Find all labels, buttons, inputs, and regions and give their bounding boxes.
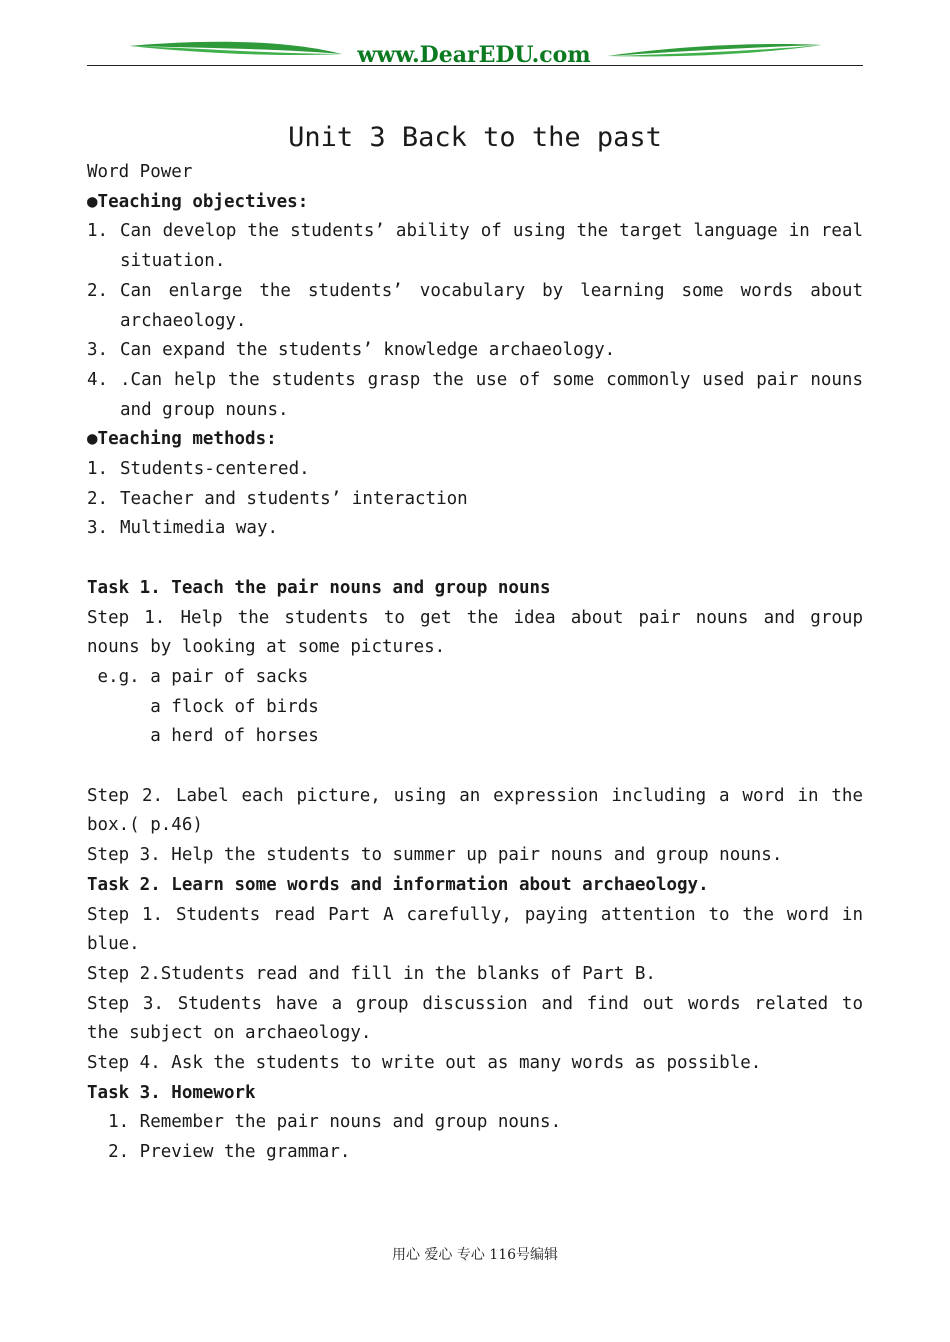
- site-header-banner: [87, 36, 863, 72]
- page-footer: 用心 爱心 专心 116号编辑: [391, 1247, 559, 1263]
- spacer: [87, 544, 863, 574]
- task1-step1-line1: Step 1. Help the students to get the idea about pair nouns and group: [87, 607, 863, 628]
- spacer: [87, 752, 863, 782]
- objective-item: 4. .Can help the students grasp the use of some commonly used pair nouns and group nouns.: [87, 369, 863, 420]
- methods-heading: ●Teaching methods:: [87, 429, 277, 450]
- task2-step4: Step 4. Ask the students to write out as many words as possible.: [87, 1053, 762, 1074]
- homework-item: 1. Remember the pair nouns and group nouns.: [87, 1112, 562, 1133]
- example-item: e.g. a pair of sacks: [87, 666, 309, 687]
- objective-item: 3. Can expand the students’ knowledge archaeology.: [87, 340, 616, 361]
- objective-item: 1. Can develop the students’ ability of using the target language in real situation.: [87, 221, 863, 272]
- site-url: www.DearEDU.com: [357, 42, 591, 68]
- example-item: a flock of birds: [87, 696, 319, 717]
- header-rule: [87, 65, 863, 66]
- task3-heading: Task 3. Homework: [87, 1082, 256, 1103]
- method-item: 1. Students-centered.: [87, 459, 310, 480]
- task2-step3-line1: Step 3. Students have a group discussion and find out words related to: [87, 993, 863, 1014]
- task1-heading: Task 1. Teach the pair nouns and group nouns: [87, 577, 551, 598]
- example-item: a herd of horses: [87, 726, 319, 747]
- document-body: [87, 118, 863, 1168]
- swoosh-logo: [87, 36, 863, 72]
- method-item: 2. Teacher and students’ interaction: [87, 488, 468, 509]
- task1-step2-line2: box.( p.46): [87, 815, 203, 836]
- task2-step2: Step 2.Students read and fill in the blanks of Part B.: [87, 963, 656, 984]
- page-title: Unit 3 Back to the past: [288, 122, 662, 153]
- objective-item: 2. Can enlarge the students’ vocabulary by learning some words about archaeology.: [87, 280, 863, 331]
- task2-step3-line2: the subject on archaeology.: [87, 1023, 372, 1044]
- homework-item: 2. Preview the grammar.: [87, 1142, 351, 1163]
- task2-step1-line2: blue.: [87, 934, 140, 955]
- subtitle: Word Power: [87, 162, 193, 182]
- task1-step1-line2: nouns by looking at some pictures.: [87, 637, 446, 658]
- task2-heading: Task 2. Learn some words and information about archaeology.: [87, 874, 709, 895]
- task1-step2-line1: Step 2. Label each picture, using an expression including a word in the: [87, 785, 863, 806]
- method-item: 3. Multimedia way.: [87, 518, 279, 539]
- task2-step1-line1: Step 1. Students read Part A carefully, paying attention to the word in: [87, 904, 863, 925]
- objectives-heading: ●Teaching objectives:: [87, 191, 309, 212]
- task1-step3: Step 3. Help the students to summer up pair nouns and group nouns.: [87, 845, 783, 866]
